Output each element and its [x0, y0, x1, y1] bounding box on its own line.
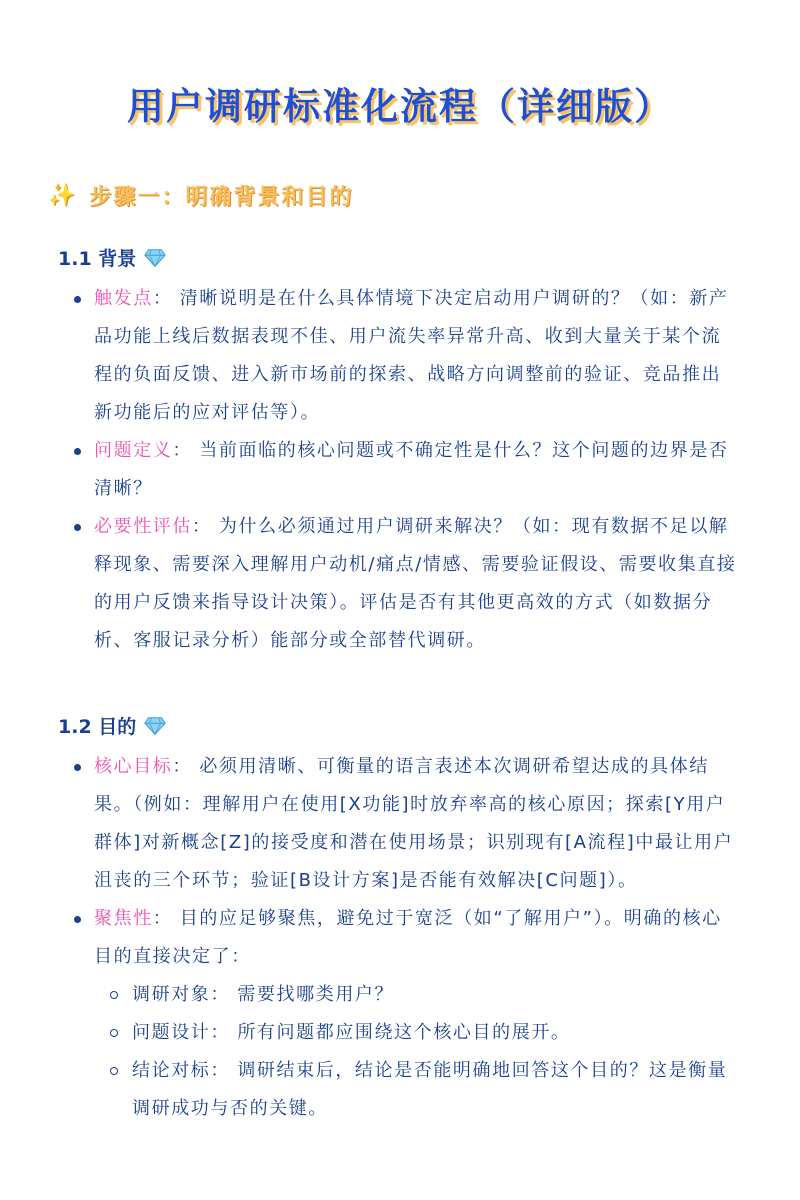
sub-list: [94, 976, 740, 1128]
list-item: [72, 748, 740, 900]
sub-list-item: 调研对象： 需要找哪类用户？: [94, 976, 740, 1014]
list-item: [72, 280, 740, 432]
background-list: [72, 280, 740, 660]
term-label: 问题定义: [94, 440, 173, 461]
sparkles-icon: ✨: [48, 183, 78, 208]
gem-icon: [144, 248, 166, 268]
section-heading-background: [58, 244, 166, 271]
section-heading-text: 1.2 目的: [58, 716, 137, 738]
section-heading-purpose: [58, 712, 166, 739]
item-text: ： 当前面临的核心问题或不确定性是什么？这个问题的边界是否清晰？: [94, 440, 729, 499]
page-title: 用户调研标准化流程（详细版）: [127, 85, 673, 128]
step-heading-text: 步骤一：明确背景和目的: [89, 185, 354, 210]
list-item: [72, 900, 740, 1128]
step-heading: [48, 180, 353, 211]
term-label: 核心目标: [94, 756, 173, 777]
section-heading-text: 1.1 背景: [58, 248, 137, 270]
list-item: [72, 432, 740, 508]
term-label: 触发点: [94, 288, 153, 309]
term-label: 聚焦性: [94, 908, 153, 929]
item-text: ： 目的应足够聚焦，避免过于宽泛（如“了解用户”）。明确的核心目的直接决定了：: [94, 908, 722, 967]
list-item: [72, 508, 740, 660]
item-text: ： 为什么必须通过用户调研来解决？（如：现有数据不足以解释现象、需要深入理解用户动机/痛点/情感、需要验证假设、需要收集直接的用户反馈来指导设计决策）。评估是否有其他更高效的方式（如数据分析、客服记录分析）能部分或全部替代调研。: [94, 516, 737, 651]
item-text: ： 必须用清晰、可衡量的语言表述本次调研希望达成的具体结果。（例如：理解用户在使用[X功能]时放弃率高的核心原因；探索[Y用户群体]对新概念[Z]的接受度和潜在使用场景；识别现有[A流程]中最让用户沮丧的三个环节；验证[B设计方案]是否能有效解决[C问题]）。: [94, 756, 734, 891]
sub-list-item: 问题设计： 所有问题都应围绕这个核心目的展开。: [94, 1014, 740, 1052]
sub-list-item: 结论对标： 调研结束后，结论是否能明确地回答这个目的？这是衡量调研成功与否的关键。: [94, 1052, 740, 1128]
term-label: 必要性评估: [94, 516, 192, 537]
gem-icon: [144, 716, 166, 736]
item-text: ： 清晰说明是在什么具体情境下决定启动用户调研的？（如：新产品功能上线后数据表现不佳、用户流失率异常升高、收到大量关于某个流程的负面反馈、进入新市场前的探索、战略方向调整前的验证、竞品推出新功能后的应对评估等）。: [94, 288, 729, 423]
purpose-list: [72, 748, 740, 1128]
